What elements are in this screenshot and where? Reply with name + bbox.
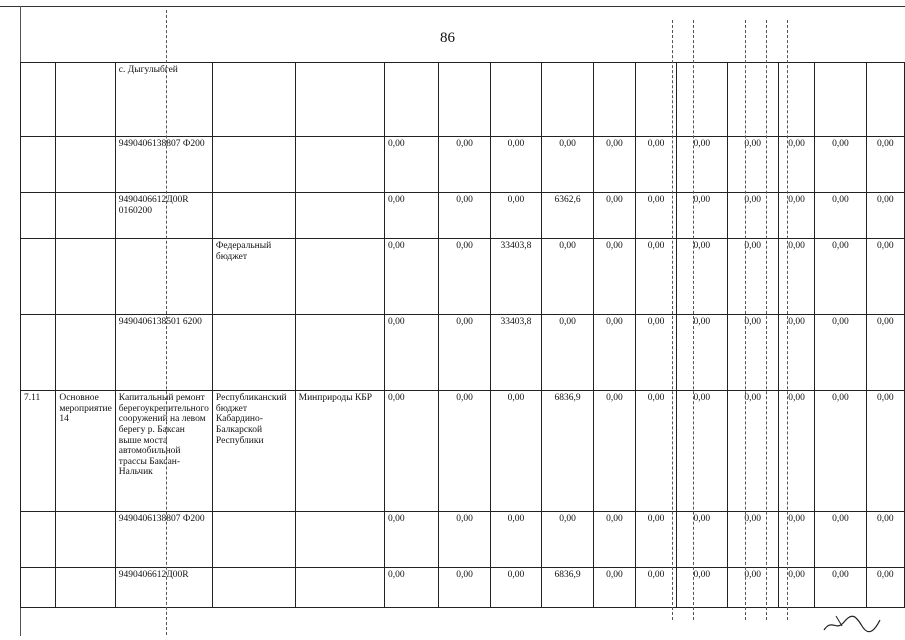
- value-cell: [635, 63, 676, 137]
- value-cell: 0,00: [778, 193, 814, 239]
- value-cell: 0,00: [866, 137, 904, 193]
- value-cell: 0,00: [727, 568, 778, 608]
- executor-cell: [295, 239, 384, 315]
- description-cell: [115, 239, 212, 315]
- table-row: [21, 568, 905, 608]
- program-element-cell: [56, 315, 115, 391]
- value-cell: 0,00: [815, 137, 866, 193]
- page-number: 86: [440, 30, 455, 46]
- value-cell: 0,00: [385, 239, 439, 315]
- value-cell: 33403,8: [490, 239, 541, 315]
- value-cell: 0,00: [635, 391, 676, 512]
- value-cell: 6836,9: [542, 391, 594, 512]
- value-cell: 0,00: [778, 239, 814, 315]
- value-cell: 0,00: [385, 568, 439, 608]
- value-cell: 33403,8: [490, 315, 541, 391]
- value-cell: 0,00: [542, 512, 594, 568]
- value-cell: 0,00: [866, 239, 904, 315]
- value-cell: 0,00: [594, 193, 636, 239]
- value-cell: 0,00: [385, 512, 439, 568]
- executor-cell: [295, 193, 384, 239]
- program-element-cell: [56, 193, 115, 239]
- scan-artifact-line: [787, 20, 789, 620]
- table-row: [21, 239, 905, 315]
- value-cell: 0,00: [542, 315, 594, 391]
- value-cell: 0,00: [815, 193, 866, 239]
- description-cell: с. Дыгулыбгей: [115, 63, 212, 137]
- value-cell: 6362,6: [542, 193, 594, 239]
- value-cell: 0,00: [727, 391, 778, 512]
- value-cell: 0,00: [594, 137, 636, 193]
- value-cell: 0,00: [727, 137, 778, 193]
- value-cell: 0,00: [490, 568, 541, 608]
- executor-cell: [295, 512, 384, 568]
- value-cell: [677, 63, 728, 137]
- scan-artifact-line: [693, 20, 695, 620]
- value-cell: 0,00: [385, 137, 439, 193]
- table-row: [21, 391, 905, 512]
- value-cell: [594, 63, 636, 137]
- table-row: [21, 63, 905, 137]
- executor-cell: [295, 568, 384, 608]
- funding-source-cell: Федеральный бюджет: [212, 239, 295, 315]
- description-cell: Капитальный ремонт берегоукрепительного сооружений на левом берегу р. Баксан выше моста автомобильной трассы Баксан-Нальчик: [115, 391, 212, 512]
- funding-source-cell: Республиканский бюджет Кабардино-Балкарской Республики: [212, 391, 295, 512]
- program-element-cell: [56, 239, 115, 315]
- value-cell: 6836,9: [542, 568, 594, 608]
- value-cell: 0,00: [490, 512, 541, 568]
- value-cell: [439, 63, 490, 137]
- program-element-cell: [56, 568, 115, 608]
- value-cell: 0,00: [594, 568, 636, 608]
- program-element-cell: [56, 63, 115, 137]
- value-cell: 0,00: [439, 391, 490, 512]
- value-cell: 0,00: [866, 315, 904, 391]
- value-cell: 0,00: [727, 512, 778, 568]
- value-cell: 0,00: [439, 512, 490, 568]
- value-cell: 0,00: [778, 512, 814, 568]
- value-cell: [490, 63, 541, 137]
- value-cell: 0,00: [727, 239, 778, 315]
- value-cell: [866, 63, 904, 137]
- top-border-line: [0, 6, 905, 7]
- value-cell: 0,00: [866, 568, 904, 608]
- executor-cell: [295, 63, 384, 137]
- row-index-cell: [21, 239, 56, 315]
- value-cell: 0,00: [866, 193, 904, 239]
- value-cell: 0,00: [677, 315, 728, 391]
- table-row: [21, 512, 905, 568]
- value-cell: 0,00: [635, 137, 676, 193]
- value-cell: 0,00: [385, 315, 439, 391]
- funding-source-cell: [212, 193, 295, 239]
- funding-source-cell: [212, 315, 295, 391]
- value-cell: 0,00: [594, 512, 636, 568]
- value-cell: 0,00: [815, 391, 866, 512]
- value-cell: 0,00: [778, 137, 814, 193]
- value-cell: [815, 63, 866, 137]
- description-cell: 9490406138807 Ф200: [115, 512, 212, 568]
- value-cell: 0,00: [815, 512, 866, 568]
- row-index-cell: [21, 568, 56, 608]
- scan-artifact-line: [745, 20, 747, 620]
- value-cell: 0,00: [635, 568, 676, 608]
- value-cell: 0,00: [542, 137, 594, 193]
- value-cell: [727, 63, 778, 137]
- executor-cell: [295, 315, 384, 391]
- value-cell: 0,00: [778, 391, 814, 512]
- description-cell: 9490406138807 Ф200: [115, 137, 212, 193]
- value-cell: 0,00: [439, 193, 490, 239]
- program-element-cell: [56, 512, 115, 568]
- value-cell: 0,00: [594, 239, 636, 315]
- row-index-cell: [21, 63, 56, 137]
- value-cell: 0,00: [815, 239, 866, 315]
- value-cell: 0,00: [815, 568, 866, 608]
- value-cell: 0,00: [635, 193, 676, 239]
- value-cell: 0,00: [439, 568, 490, 608]
- value-cell: 0,00: [778, 315, 814, 391]
- value-cell: 0,00: [778, 568, 814, 608]
- executor-cell: [295, 137, 384, 193]
- funding-source-cell: [212, 137, 295, 193]
- table-row: [21, 315, 905, 391]
- value-cell: 0,00: [490, 137, 541, 193]
- value-cell: 0,00: [677, 512, 728, 568]
- value-cell: [542, 63, 594, 137]
- value-cell: 0,00: [594, 391, 636, 512]
- value-cell: 0,00: [677, 391, 728, 512]
- value-cell: 0,00: [635, 512, 676, 568]
- value-cell: 0,00: [385, 391, 439, 512]
- table-row: [21, 193, 905, 239]
- value-cell: 0,00: [815, 315, 866, 391]
- executor-cell: Минприроды КБР: [295, 391, 384, 512]
- description-cell: 9490406612Д00R 0160200: [115, 193, 212, 239]
- value-cell: 0,00: [594, 315, 636, 391]
- value-cell: 0,00: [490, 391, 541, 512]
- funding-source-cell: [212, 512, 295, 568]
- scan-artifact-line: [766, 20, 768, 620]
- row-index-cell: [21, 193, 56, 239]
- scan-artifact-line: [672, 20, 674, 620]
- scan-artifact-line: [166, 10, 168, 635]
- value-cell: 0,00: [677, 137, 728, 193]
- table-row: [21, 137, 905, 193]
- signature-mark: [822, 612, 882, 634]
- value-cell: 0,00: [727, 193, 778, 239]
- value-cell: 0,00: [635, 315, 676, 391]
- value-cell: 0,00: [439, 137, 490, 193]
- value-cell: 0,00: [677, 239, 728, 315]
- value-cell: 0,00: [866, 391, 904, 512]
- funding-source-cell: [212, 568, 295, 608]
- value-cell: 0,00: [866, 512, 904, 568]
- value-cell: 0,00: [490, 193, 541, 239]
- program-element-cell: [56, 137, 115, 193]
- value-cell: 0,00: [439, 239, 490, 315]
- funding-source-cell: [212, 63, 295, 137]
- value-cell: 0,00: [542, 239, 594, 315]
- budget-table: [20, 62, 905, 608]
- value-cell: [778, 63, 814, 137]
- row-index-cell: [21, 512, 56, 568]
- row-index-cell: 7.11: [21, 391, 56, 512]
- value-cell: [385, 63, 439, 137]
- value-cell: 0,00: [727, 315, 778, 391]
- value-cell: 0,00: [677, 568, 728, 608]
- description-cell: 9490406612Д00R: [115, 568, 212, 608]
- description-cell: 9490406138501 6200: [115, 315, 212, 391]
- value-cell: 0,00: [635, 239, 676, 315]
- value-cell: 0,00: [439, 315, 490, 391]
- row-index-cell: [21, 315, 56, 391]
- value-cell: 0,00: [385, 193, 439, 239]
- value-cell: 0,00: [677, 193, 728, 239]
- program-element-cell: Основное мероприятие 14: [56, 391, 115, 512]
- row-index-cell: [21, 137, 56, 193]
